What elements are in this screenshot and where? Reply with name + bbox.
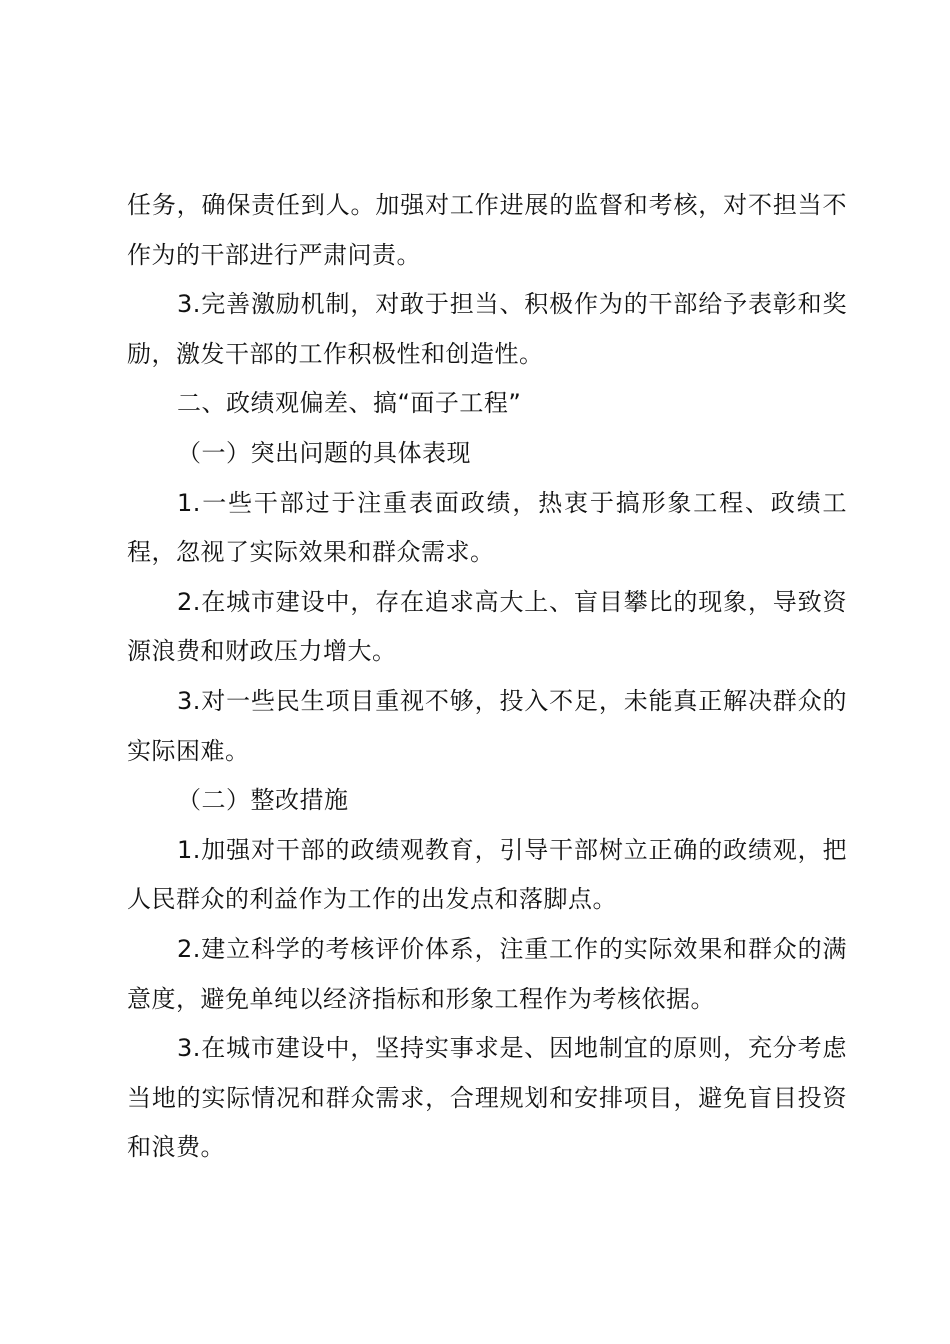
section-heading-2: 二、政绩观偏差、搞“面子工程” <box>177 389 522 418</box>
paragraph-problem-3: 3.对一些民生项目重视不够，投入不足，未能真正解决群众的实际困难。 <box>127 686 847 765</box>
paragraph-problem-2: 2.在城市建设中，存在追求高大上、盲目攀比的现象，导致资源浪费和财政压力增大。 <box>127 587 847 666</box>
subsection-heading-problems: （一）突出问题的具体表现 <box>177 438 471 467</box>
paragraph-measure-1: 1.加强对干部的政绩观教育，引导干部树立正确的政绩观，把人民群众的利益作为工作的出发点和落脚点。 <box>127 835 847 914</box>
paragraph-problem-1: 1.一些干部过于注重表面政绩，热衷于搞形象工程、政绩工程，忽视了实际效果和群众需求。 <box>127 488 847 567</box>
paragraph-measure-2: 2.建立科学的考核评价体系，注重工作的实际效果和群众的满意度，避免单纯以经济指标和形象工程作为考核依据。 <box>127 934 847 1013</box>
subsection-heading-measures: （二）整改措施 <box>177 786 349 815</box>
paragraph-continuation: 任务，确保责任到人。加强对工作进展的监督和考核，对不担当不作为的干部进行严肃问责。 <box>127 191 847 269</box>
document-body <box>127 181 847 1173</box>
paragraph-incentive-mechanism: 3.完善激励机制，对敢于担当、积极作为的干部给予表彰和奖励，激发干部的工作积极性和创造性。 <box>127 290 847 368</box>
paragraph-measure-3: 3.在城市建设中，坚持实事求是、因地制宜的原则，充分考虑当地的实际情况和群众需求，合理规划和安排项目，避免盲目投资和浪费。 <box>127 1034 847 1162</box>
